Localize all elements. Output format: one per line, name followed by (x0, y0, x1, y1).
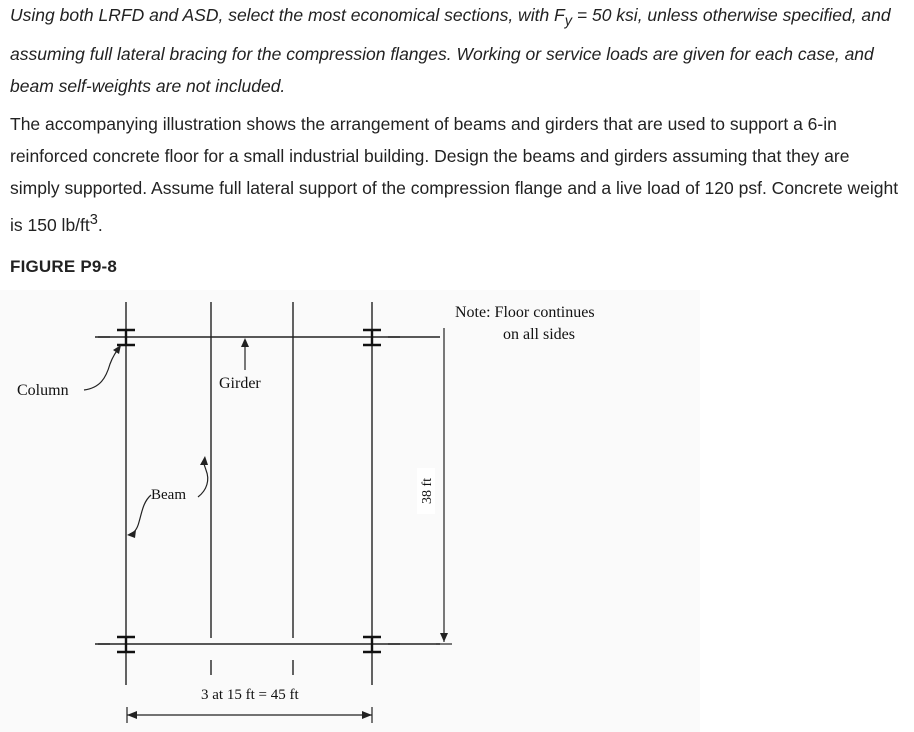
beam-label: Beam (151, 487, 186, 503)
problem-statement (10, 108, 900, 241)
girder-label: Girder (219, 375, 261, 392)
note-line-2: on all sides (503, 326, 575, 343)
floor-framing-figure (0, 290, 914, 732)
instructions-text-a: Using both LRFD and ASD, select the most economical sections, with F (10, 5, 565, 25)
cubic-superscript: 3 (89, 212, 98, 228)
statement-text: The accompanying illustration shows the arrangement of beams and girders that are used to support a 6-in reinforced concrete floor for a small industrial building. Design the beams and girders assuming that they are simply supported. Assume full lateral support of the compression flange and a live load of 120 psf. Concrete weight is 150 lb/ft (10, 114, 899, 235)
note-line-1: Note: Floor continues (455, 304, 595, 321)
figure-label: FIGURE P9-8 (10, 257, 118, 276)
figure-background (0, 290, 700, 732)
fy-subscript: y (564, 13, 573, 30)
column-label: Column (17, 382, 69, 399)
width-dimension-label: 3 at 15 ft = 45 ft (201, 687, 299, 703)
problem-instructions (10, 0, 900, 102)
height-dimension-label: 38 ft (420, 477, 435, 505)
statement-period: . (97, 214, 103, 235)
instructions-text-b: = 50 ksi, unless otherwise specified, and assuming full lateral bracing for the compression flanges. Working or service loads are given for each case, and beam self-weights are not included. (10, 5, 891, 96)
